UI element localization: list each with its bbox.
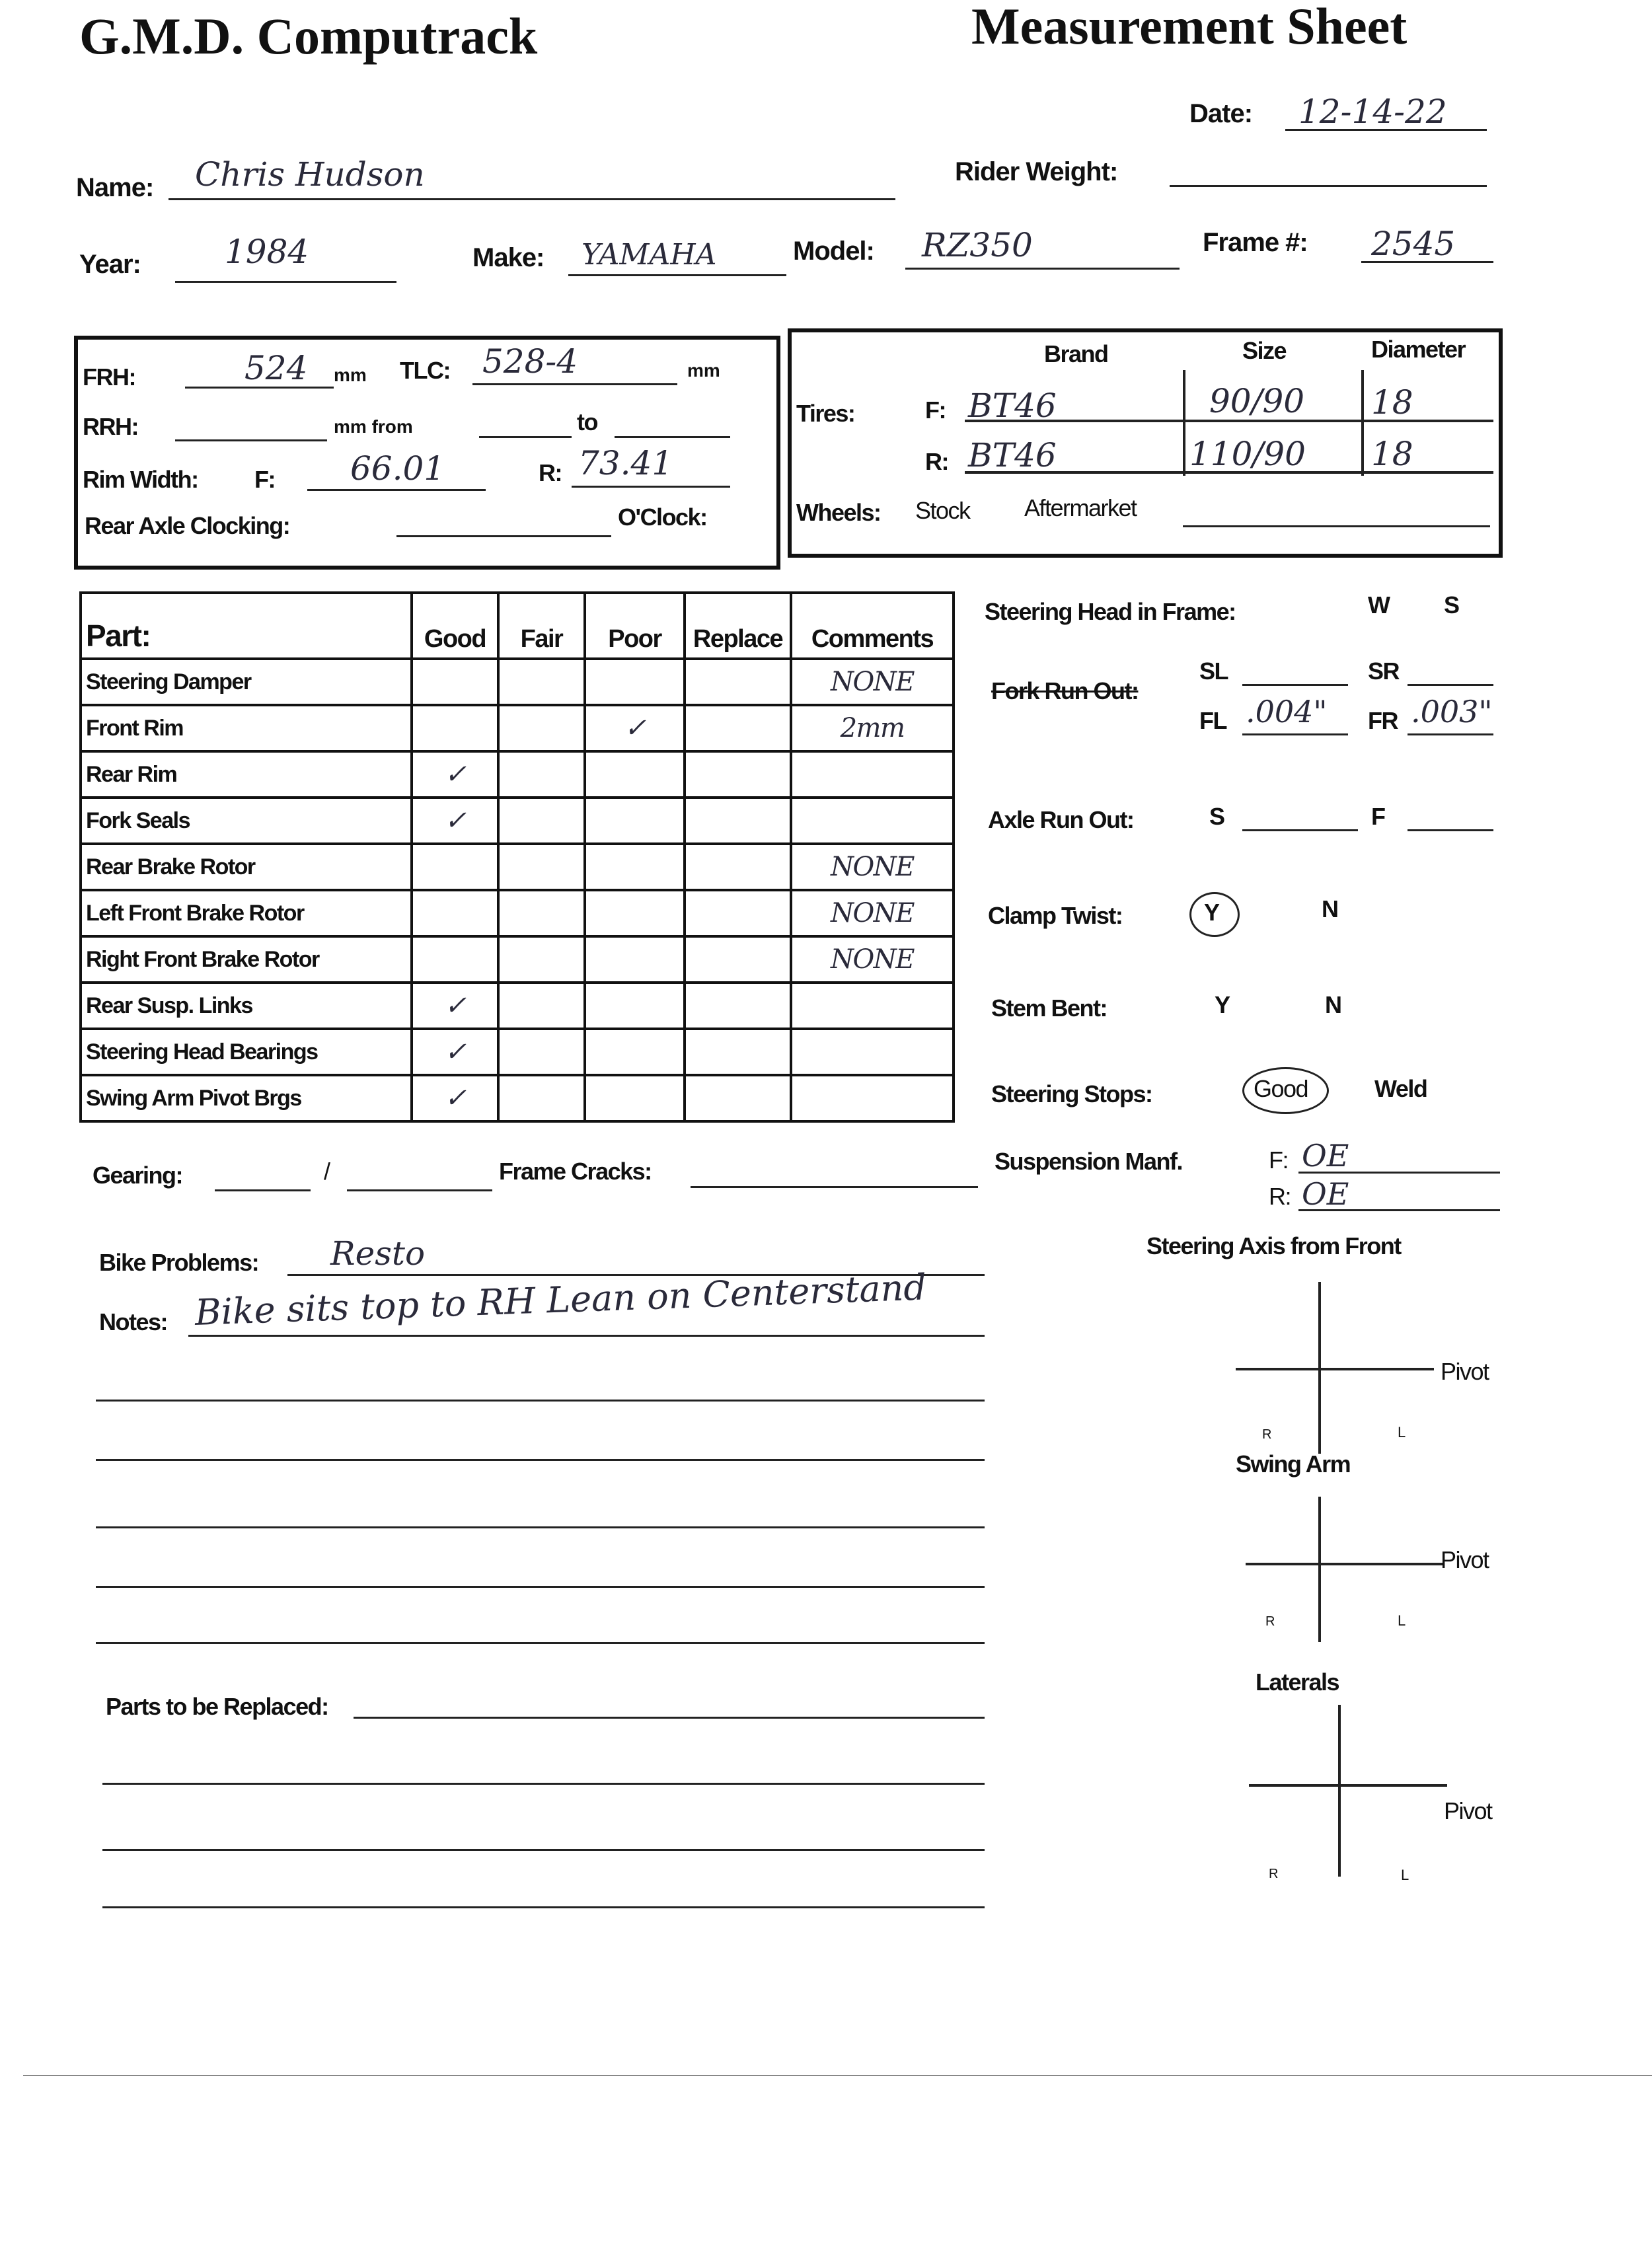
laterals-horizontal	[1249, 1784, 1447, 1787]
table-row	[81, 936, 954, 983]
fork-sl-line	[1242, 684, 1348, 686]
part-replace-cell[interactable]	[685, 798, 791, 844]
suspension-f-value[interactable]: OE	[1302, 1138, 1349, 1174]
rim-f-value[interactable]: 66.01	[350, 449, 445, 488]
rim-width-label: Rim Width:	[83, 466, 198, 493]
fork-fr-line	[1408, 733, 1493, 735]
part-comment-cell[interactable]: 2mm	[791, 705, 954, 751]
rrh-unit: mm from	[334, 416, 413, 437]
rider-weight-line	[1170, 185, 1487, 187]
axle-f-label: F	[1371, 803, 1385, 830]
laterals-r: R	[1269, 1867, 1279, 1881]
part-replace-cell[interactable]	[685, 705, 791, 751]
part-comment-cell[interactable]	[791, 751, 954, 798]
part-name: Swing Arm Pivot Brgs	[81, 1075, 412, 1121]
gearing-separator: /	[324, 1158, 330, 1185]
parts-table	[79, 591, 955, 1123]
rrh-label: RRH:	[83, 413, 138, 440]
parts-replaced-label: Parts to be Replaced:	[106, 1693, 328, 1720]
tlc-unit: mm	[687, 360, 720, 381]
notes-label: Notes:	[99, 1308, 168, 1335]
tires-diameter-header: Diameter	[1371, 336, 1466, 363]
part-replace-cell[interactable]	[685, 983, 791, 1029]
gearing-line-1	[215, 1189, 311, 1191]
header-poor: Poor	[585, 593, 685, 659]
clocking-line	[396, 535, 611, 537]
rim-r-value[interactable]: 73.41	[578, 444, 673, 482]
parts-table-header	[81, 593, 954, 659]
suspension-f-label: F:	[1269, 1146, 1288, 1174]
part-name: Fork Seals	[81, 798, 412, 844]
stem-bent-n[interactable]: N	[1325, 991, 1341, 1018]
stem-bent-label: Stem Bent:	[991, 994, 1108, 1022]
table-row	[81, 659, 954, 705]
part-good-cell[interactable]: ✓	[412, 751, 498, 798]
axis-front-pivot: Pivot	[1441, 1358, 1489, 1385]
part-name: Front Rim	[81, 705, 412, 751]
part-comment-cell[interactable]: NONE	[791, 890, 954, 936]
table-row	[81, 983, 954, 1029]
part-comment-cell[interactable]	[791, 798, 954, 844]
table-row	[81, 705, 954, 751]
part-good-cell[interactable]: ✓	[412, 983, 498, 1029]
suspension-manf-label: Suspension Manf.	[995, 1148, 1183, 1175]
table-row	[81, 1029, 954, 1075]
part-poor-cell[interactable]	[585, 1075, 685, 1121]
rrh-to-line	[615, 436, 730, 438]
part-poor-cell[interactable]	[585, 798, 685, 844]
fork-run-out-label: Fork Run Out:	[991, 677, 1139, 704]
part-replace-cell[interactable]	[685, 1075, 791, 1121]
steering-axis-label: Steering Axis from Front	[1146, 1232, 1401, 1259]
frame-label: Frame #:	[1203, 228, 1308, 257]
rear-tire-diameter[interactable]: 18	[1371, 435, 1413, 473]
part-fair-cell[interactable]	[498, 798, 585, 844]
part-name: Right Front Brake Rotor	[81, 936, 412, 983]
part-fair-cell[interactable]	[498, 844, 585, 890]
year-line	[175, 281, 396, 283]
rim-r-label: R:	[539, 459, 562, 486]
part-replace-cell[interactable]	[685, 1029, 791, 1075]
notes-line-1	[188, 1335, 985, 1337]
frame-value[interactable]: 2545	[1371, 225, 1456, 263]
axle-s-line	[1242, 829, 1358, 831]
rim-f-label: F:	[254, 466, 275, 493]
notes-value[interactable]: Bike sits top to RH Lean on Centerstand	[194, 1266, 927, 1333]
rear-tire-brand[interactable]: BT46	[968, 436, 1057, 474]
header-comments: Comments	[791, 593, 954, 659]
fork-fr-value[interactable]: .003"	[1411, 694, 1493, 729]
part-replace-cell[interactable]	[685, 751, 791, 798]
part-comment-cell[interactable]	[791, 983, 954, 1029]
part-name: Left Front Brake Rotor	[81, 890, 412, 936]
front-tire-size[interactable]: 90/90	[1209, 382, 1305, 420]
swing-arm-l: L	[1398, 1612, 1406, 1629]
part-fair-cell[interactable]	[498, 705, 585, 751]
part-poor-cell[interactable]	[585, 1029, 685, 1075]
axis-front-l: L	[1398, 1424, 1406, 1440]
part-good-cell[interactable]	[412, 705, 498, 751]
part-comment-cell[interactable]	[791, 1075, 954, 1121]
gearing-label: Gearing:	[93, 1162, 183, 1189]
fork-sl-label: SL	[1199, 657, 1228, 685]
clamp-twist-n[interactable]: N	[1322, 895, 1338, 922]
frame-cracks-label: Frame Cracks:	[499, 1158, 652, 1185]
axle-run-out-label: Axle Run Out:	[988, 806, 1134, 833]
part-good-cell[interactable]: ✓	[412, 1075, 498, 1121]
laterals-vertical	[1338, 1705, 1341, 1877]
gearing-line-2	[347, 1189, 492, 1191]
parts-replaced-line-3	[102, 1849, 985, 1851]
part-good-cell[interactable]	[412, 659, 498, 705]
model-label: Model:	[793, 237, 874, 266]
part-fair-cell[interactable]	[498, 983, 585, 1029]
rider-weight-label: Rider Weight:	[955, 157, 1118, 186]
rear-axle-clocking-label: Rear Axle Clocking:	[85, 512, 290, 539]
axis-front-r: R	[1262, 1427, 1272, 1442]
laterals-label: Laterals	[1256, 1668, 1339, 1696]
suspension-r-label: R:	[1269, 1183, 1291, 1210]
make-label: Make:	[472, 243, 544, 272]
part-comment-cell[interactable]: NONE	[791, 659, 954, 705]
model-value[interactable]: RZ350	[922, 226, 1033, 264]
stem-bent-y[interactable]: Y	[1215, 991, 1230, 1018]
page-bottom-rule	[23, 2075, 1652, 2076]
part-replace-cell[interactable]	[685, 890, 791, 936]
frame-cracks-line	[691, 1186, 978, 1188]
part-replace-cell[interactable]	[685, 844, 791, 890]
notes-line-5	[96, 1586, 985, 1588]
steering-head-label: Steering Head in Frame:	[985, 598, 1236, 625]
rrh-line	[175, 439, 327, 441]
fork-fl-line	[1242, 733, 1348, 735]
part-comment-cell[interactable]: NONE	[791, 936, 954, 983]
date-label: Date:	[1189, 99, 1253, 128]
tires-size-header: Size	[1242, 337, 1287, 364]
part-good-cell[interactable]: ✓	[412, 798, 498, 844]
tlc-label: TLC:	[400, 357, 450, 384]
swing-arm-label: Swing Arm	[1236, 1450, 1351, 1477]
make-line	[568, 274, 786, 276]
part-fair-cell[interactable]	[498, 659, 585, 705]
steering-head-w[interactable]: W	[1368, 591, 1390, 618]
table-row	[81, 844, 954, 890]
fork-sr-line	[1408, 684, 1493, 686]
sheet-title: Measurement Sheet	[971, 0, 1408, 55]
part-fair-cell[interactable]	[498, 890, 585, 936]
model-line	[905, 268, 1180, 270]
steering-stops-weld[interactable]: Weld	[1374, 1075, 1427, 1102]
rrh-from-line	[479, 436, 572, 438]
make-value[interactable]: YAMAHA	[582, 238, 717, 272]
part-replace-cell[interactable]	[685, 936, 791, 983]
axle-s-label: S	[1209, 803, 1224, 830]
part-comment-cell[interactable]	[791, 1029, 954, 1075]
part-fair-cell[interactable]	[498, 936, 585, 983]
date-value[interactable]: 12-14-22	[1298, 93, 1447, 131]
wheels-line	[1183, 525, 1490, 527]
frh-value[interactable]: 524	[244, 349, 308, 387]
rim-r-line	[572, 486, 730, 488]
tires-r-label: R:	[925, 448, 948, 475]
year-value[interactable]: 1984	[225, 233, 309, 271]
parts-replaced-line-2	[102, 1783, 985, 1785]
header-fair: Fair	[498, 593, 585, 659]
bike-problems-label: Bike Problems:	[99, 1249, 259, 1276]
bike-problems-value[interactable]: Resto	[330, 1234, 426, 1273]
fork-sr-label: SR	[1368, 657, 1400, 685]
header-good: Good	[412, 593, 498, 659]
table-row	[81, 890, 954, 936]
notes-line-2	[96, 1400, 985, 1402]
front-tire-diameter[interactable]: 18	[1371, 383, 1413, 422]
part-poor-cell[interactable]	[585, 936, 685, 983]
notes-line-4	[96, 1526, 985, 1528]
notes-line-3	[96, 1459, 985, 1461]
clamp-twist-label: Clamp Twist:	[988, 902, 1123, 929]
front-tire-brand[interactable]: BT46	[968, 387, 1057, 425]
name-value[interactable]: Chris Hudson	[195, 155, 425, 194]
company-title: G.M.D. Computrack	[79, 7, 538, 65]
rrh-to: to	[577, 408, 597, 435]
part-fair-cell[interactable]	[498, 1029, 585, 1075]
part-fair-cell[interactable]	[498, 751, 585, 798]
tires-divider-2	[1361, 370, 1364, 476]
name-line	[169, 198, 895, 200]
part-poor-cell[interactable]	[585, 659, 685, 705]
parts-replaced-line-4	[102, 1906, 985, 1908]
tires-label: Tires:	[796, 400, 855, 427]
part-poor-cell[interactable]	[585, 844, 685, 890]
suspension-r-value[interactable]: OE	[1302, 1176, 1349, 1212]
steering-head-s[interactable]: S	[1444, 591, 1459, 618]
part-name: Rear Susp. Links	[81, 983, 412, 1029]
wheels-stock[interactable]: Stock	[915, 497, 970, 524]
part-poor-cell[interactable]: ✓	[585, 705, 685, 751]
swing-arm-vertical	[1318, 1497, 1321, 1642]
part-poor-cell[interactable]	[585, 890, 685, 936]
fork-fr-label: FR	[1368, 707, 1398, 734]
tires-divider-1	[1183, 370, 1185, 476]
wheels-label: Wheels:	[796, 499, 881, 526]
frh-unit: mm	[334, 365, 367, 385]
part-name: Rear Rim	[81, 751, 412, 798]
part-good-cell[interactable]	[412, 936, 498, 983]
laterals-pivot: Pivot	[1444, 1797, 1492, 1824]
header-part: Part:	[81, 593, 412, 659]
steering-stops-good[interactable]: Good	[1254, 1075, 1308, 1102]
rim-f-line	[307, 489, 486, 491]
part-poor-cell[interactable]	[585, 983, 685, 1029]
part-name: Steering Head Bearings	[81, 1029, 412, 1075]
laterals-l: L	[1401, 1867, 1409, 1883]
part-good-cell[interactable]	[412, 890, 498, 936]
header-replace: Replace	[685, 593, 791, 659]
swing-arm-pivot: Pivot	[1441, 1546, 1489, 1573]
table-row	[81, 751, 954, 798]
wheels-aftermarket[interactable]: Aftermarket	[1024, 494, 1137, 521]
part-name: Steering Damper	[81, 659, 412, 705]
part-fair-cell[interactable]	[498, 1075, 585, 1121]
part-name: Rear Brake Rotor	[81, 844, 412, 890]
name-label: Name:	[76, 173, 154, 202]
table-row	[81, 1075, 954, 1121]
part-good-cell[interactable]	[412, 844, 498, 890]
table-row	[81, 798, 954, 844]
clamp-twist-y[interactable]: Y	[1204, 899, 1219, 926]
fork-fl-label: FL	[1199, 707, 1226, 734]
tires-brand-header: Brand	[1044, 340, 1108, 367]
part-good-cell[interactable]: ✓	[412, 1029, 498, 1075]
axle-f-line	[1408, 829, 1493, 831]
tlc-line	[472, 383, 677, 385]
rear-tire-size[interactable]: 110/90	[1189, 435, 1306, 473]
part-comment-cell[interactable]: NONE	[791, 844, 954, 890]
part-poor-cell[interactable]	[585, 751, 685, 798]
axis-front-horizontal	[1236, 1368, 1434, 1370]
swing-arm-r: R	[1265, 1614, 1275, 1629]
tlc-value[interactable]: 528-4	[482, 342, 578, 381]
fork-fl-value[interactable]: .004"	[1246, 694, 1328, 729]
swing-arm-horizontal	[1246, 1563, 1444, 1565]
notes-line-6	[96, 1642, 985, 1644]
tires-f-label: F:	[925, 396, 946, 424]
steering-stops-label: Steering Stops:	[991, 1080, 1152, 1107]
oclock-label: O'Clock:	[618, 504, 707, 531]
parts-replaced-line-1	[354, 1717, 985, 1719]
year-label: Year:	[79, 250, 141, 279]
frh-label: FRH:	[83, 363, 135, 391]
part-replace-cell[interactable]	[685, 659, 791, 705]
